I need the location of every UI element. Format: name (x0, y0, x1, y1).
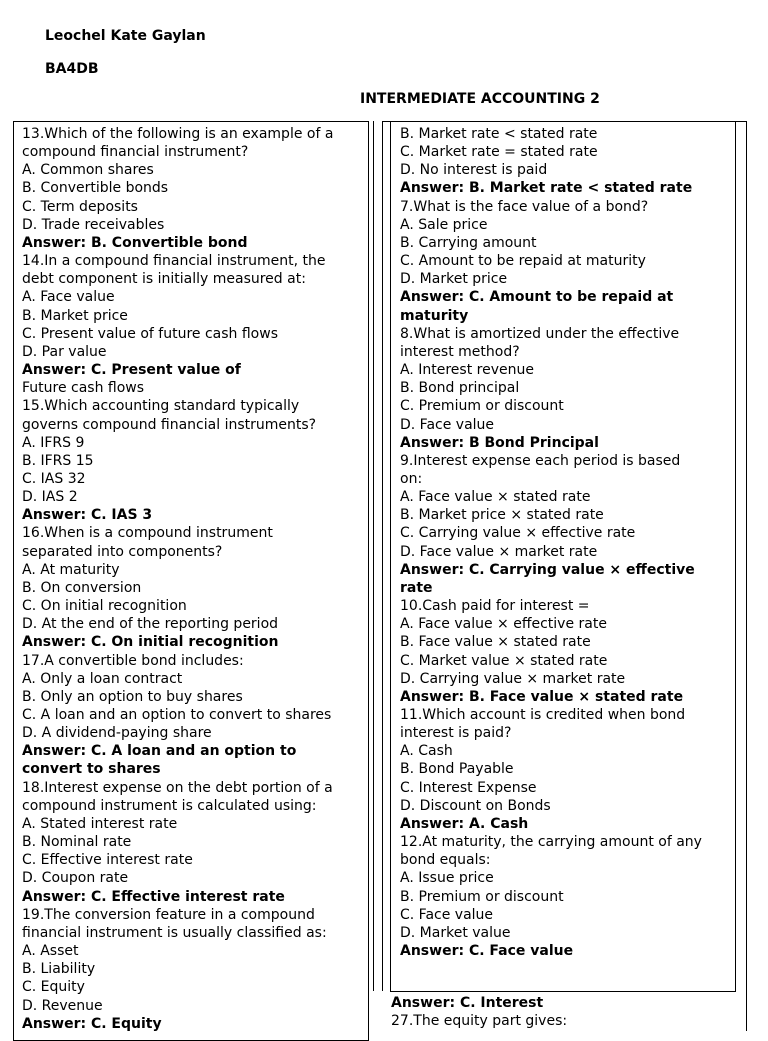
question-line: D. Market value (400, 924, 511, 941)
question-line: D. At the end of the reporting period (22, 616, 279, 633)
question-line: A. Interest revenue (400, 362, 534, 379)
question-line: B. Carrying amount (400, 234, 537, 251)
question-line: D. Trade receivables (22, 216, 165, 233)
answer-line: Answer: B. Face value × stated rate (400, 688, 684, 705)
answer-line: Answer: C. On initial recognition (22, 634, 279, 651)
question-line: C. Market value × stated rate (400, 652, 608, 669)
question-line: B. Convertible bonds (22, 180, 169, 197)
question-line: B. IFRS 15 (22, 452, 94, 469)
student-name: Leochel Kate Gaylan (45, 28, 206, 44)
question-line: separated into components? (22, 543, 223, 560)
right-continued-text (391, 994, 567, 1030)
question-line: B. Premium or discount (400, 888, 564, 905)
question-line: B. Market rate < stated rate (400, 126, 598, 142)
answer-line: rate (400, 579, 433, 596)
question-line: C. Premium or discount (400, 398, 564, 415)
question-line: 11.Which account is credited when bond (400, 707, 686, 723)
question-line: 18.Interest expense on the debt portion of a (22, 779, 333, 796)
answer-line: Answer: B. Convertible bond (22, 234, 248, 251)
answer-line: Answer: C. Carrying value × effective (400, 561, 695, 578)
question-line: interest method? (400, 343, 520, 360)
question-line: A. IFRS 9 (22, 434, 85, 451)
question-line: 17.A convertible bond includes: (22, 652, 244, 669)
question-line: 7.What is the face value of a bond? (400, 198, 649, 215)
answer-line: Answer: C. Equity (22, 1015, 162, 1032)
question-line: C. Market rate = stated rate (400, 144, 598, 161)
question-line: C. Equity (22, 979, 85, 996)
question-line: D. Market price (400, 271, 508, 288)
answer-line: Answer: B Bond Principal (400, 434, 599, 451)
right-question-column (400, 125, 702, 960)
question-line: C. Amount to be repaid at maturity (400, 253, 646, 270)
question-line: C. Present value of future cash flows (22, 325, 278, 342)
question-line: C. Effective interest rate (22, 852, 193, 869)
question-line: D. Discount on Bonds (400, 797, 551, 814)
question-line: debt component is initially measured at: (22, 271, 306, 288)
question-line: D. No interest is paid (400, 162, 548, 179)
answer-line: Answer: C. IAS 3 (22, 507, 153, 524)
question-line: A. Cash (400, 743, 453, 760)
question-line: A. Face value × stated rate (400, 489, 591, 506)
question-line: D. Par value (22, 343, 107, 360)
question-line: A. Asset (22, 943, 79, 960)
question-line: financial instrument is usually classified as: (22, 924, 327, 941)
student-section: BA4DB (45, 61, 99, 77)
question-line: A. At maturity (22, 561, 120, 578)
question-line: B. Bond Payable (400, 761, 514, 778)
answer-line: convert to shares (22, 761, 161, 778)
question-line: B. Only an option to buy shares (22, 688, 243, 705)
right-outer-border (382, 121, 383, 991)
question-line: interest is paid? (400, 725, 512, 742)
question-line: B. On conversion (22, 579, 142, 596)
question-line: compound instrument is calculated using: (22, 797, 317, 814)
question-line: 16.When is a compound instrument (22, 525, 273, 542)
answer-line: Answer: C. Amount to be repaid at (400, 289, 674, 306)
question-line: on: (400, 470, 423, 487)
right-page-edge (746, 121, 747, 1031)
question-line: D. IAS 2 (22, 489, 78, 506)
question-line: C. On initial recognition (22, 598, 187, 615)
answer-line: Answer: C. Interest (391, 995, 544, 1011)
question-line: A. Only a loan contract (22, 670, 183, 687)
question-line: B. Bond principal (400, 380, 520, 397)
question-line: C. Term deposits (22, 198, 138, 215)
question-line: A. Sale price (400, 216, 488, 233)
question-line: C. Interest Expense (400, 779, 537, 796)
question-line: 14.In a compound financial instrument, the (22, 253, 326, 270)
question-line: A. Face value × effective rate (400, 616, 607, 633)
question-line: B. Face value × stated rate (400, 634, 591, 651)
answer-line: Answer: A. Cash (400, 815, 529, 832)
question-line: 27.The equity part gives: (391, 1013, 568, 1030)
question-line: D. Face value × market rate (400, 543, 598, 560)
question-line: 15.Which accounting standard typically (22, 398, 300, 415)
question-line: 13.Which of the following is an example of a (22, 126, 334, 142)
question-line: B. Market price (22, 307, 128, 324)
answer-line: Answer: C. Present value of (22, 362, 241, 379)
question-line: 12.At maturity, the carrying amount of any (400, 834, 702, 851)
question-line: D. Coupon rate (22, 870, 129, 887)
question-line: 9.Interest expense each period is based (400, 452, 681, 469)
question-line: C. Carrying value × effective rate (400, 525, 636, 542)
question-line: B. Nominal rate (22, 834, 132, 851)
answer-line: Answer: C. A loan and an option to (22, 743, 297, 760)
question-line: D. Revenue (22, 997, 103, 1014)
question-line: D. Face value (400, 416, 495, 433)
question-line: A. Face value (22, 289, 115, 306)
question-line: 19.The conversion feature in a compound (22, 906, 315, 923)
question-line: 10.Cash paid for interest = (400, 598, 590, 615)
question-line: A. Common shares (22, 162, 154, 179)
question-line: D. A dividend-paying share (22, 725, 212, 742)
left-box-divider (373, 121, 374, 991)
document-title: INTERMEDIATE ACCOUNTING 2 (360, 91, 600, 107)
question-line: C. Face value (400, 906, 494, 923)
question-line: C. A loan and an option to convert to shares (22, 707, 332, 723)
right-box-top-rule (382, 121, 746, 122)
question-line: D. Carrying value × market rate (400, 670, 626, 687)
question-line: A. Stated interest rate (22, 815, 178, 832)
question-line: governs compound financial instruments? (22, 416, 317, 433)
left-question-column (22, 125, 333, 1033)
question-line: compound financial instrument? (22, 144, 249, 161)
question-line: B. Market price × stated rate (400, 507, 604, 524)
question-line: A. Issue price (400, 870, 494, 887)
question-line: B. Liability (22, 961, 96, 978)
answer-line: Answer: B. Market rate < stated rate (400, 180, 693, 197)
answer-line: Answer: C. Face value (400, 943, 574, 960)
question-line: C. IAS 32 (22, 470, 86, 487)
question-line: bond equals: (400, 852, 491, 869)
question-line: Future cash flows (22, 380, 145, 397)
question-line: 8.What is amortized under the effective (400, 325, 680, 342)
answer-line: maturity (400, 307, 469, 324)
answer-line: Answer: C. Effective interest rate (22, 888, 285, 905)
